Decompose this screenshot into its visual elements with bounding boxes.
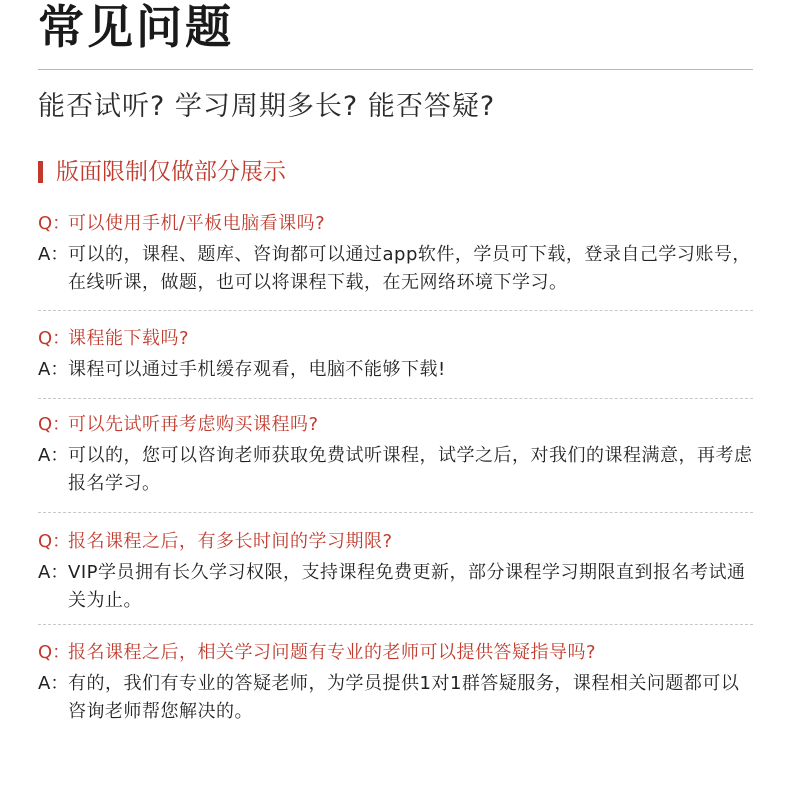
answer-text: 有的，我们有专业的答疑老师，为学员提供1对1群答疑服务，课程相关问题都可以咨询老师帮您解决的。 xyxy=(68,673,740,722)
faq-divider xyxy=(38,624,753,625)
question-prefix: Q： xyxy=(38,213,71,234)
faq-item xyxy=(38,411,753,498)
faq-item xyxy=(38,639,753,726)
page-title: 常见问题 xyxy=(38,0,234,54)
answer-prefix: A： xyxy=(38,673,69,694)
question-text: 课程能下载吗? xyxy=(68,328,190,349)
page-subtitle: 能否试听? 学习周期多长? 能否答疑? xyxy=(38,91,496,122)
faq-question xyxy=(38,528,753,556)
faq-question xyxy=(38,411,753,439)
faq-divider xyxy=(38,310,753,311)
answer-text: 课程可以通过手机缓存观看，电脑不能够下载! xyxy=(68,359,446,380)
faq-answer xyxy=(38,356,753,384)
answer-prefix: A： xyxy=(38,445,69,466)
question-text: 可以先试听再考虑购买课程吗? xyxy=(68,414,319,435)
answer-text: 可以的，课程、题库、咨询都可以通过app软件，学员可下载，登录自己学习账号，在线听课，做题，也可以将课程下载，在无网络环境下学习。 xyxy=(68,244,751,293)
question-prefix: Q： xyxy=(38,328,71,349)
faq-divider xyxy=(38,398,753,399)
faq-question xyxy=(38,325,753,353)
faq-item xyxy=(38,528,753,615)
answer-text: VIP学员拥有长久学习权限，支持课程免费更新，部分课程学习期限直到报名考试通关为止。 xyxy=(68,562,746,611)
section-accent-bar xyxy=(38,161,43,183)
faq-divider xyxy=(38,512,753,513)
faq-answer xyxy=(38,241,753,297)
question-text: 可以使用手机/平板电脑看课吗? xyxy=(68,213,326,234)
answer-prefix: A： xyxy=(38,244,69,265)
faq-answer xyxy=(38,559,753,615)
answer-text: 可以的，您可以咨询老师获取免费试听课程，试学之后，对我们的课程满意，再考虑报名学习。 xyxy=(68,445,753,494)
answer-prefix: A： xyxy=(38,359,69,380)
section-heading xyxy=(38,155,286,189)
faq-question xyxy=(38,210,753,238)
faq-question xyxy=(38,639,753,667)
section-heading-text: 版面限制仅做部分展示 xyxy=(56,159,286,185)
question-prefix: Q： xyxy=(38,642,71,663)
faq-answer xyxy=(38,670,753,726)
faq-item xyxy=(38,325,753,384)
question-text: 报名课程之后，相关学习问题有专业的老师可以提供答疑指导吗? xyxy=(68,642,597,663)
question-text: 报名课程之后，有多长时间的学习期限? xyxy=(68,531,393,552)
title-divider xyxy=(38,69,753,70)
question-prefix: Q： xyxy=(38,531,71,552)
faq-item xyxy=(38,210,753,297)
faq-answer xyxy=(38,442,753,498)
answer-prefix: A： xyxy=(38,562,69,583)
question-prefix: Q： xyxy=(38,414,71,435)
